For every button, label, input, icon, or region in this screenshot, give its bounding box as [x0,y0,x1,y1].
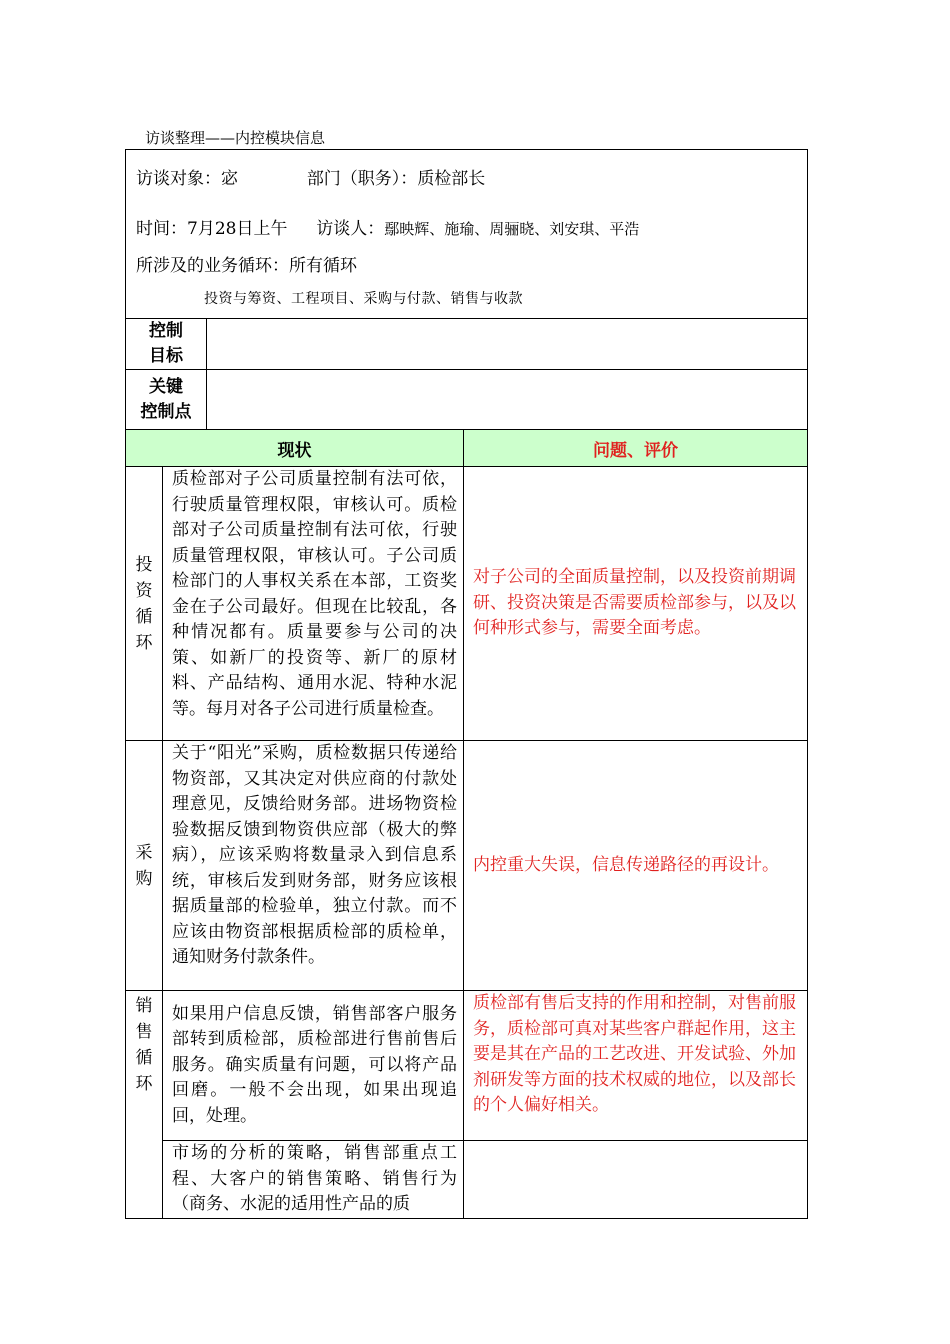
key-control-label: 关键 控制点 [126,370,207,430]
time-label: 时间： [136,219,187,239]
cycles-list: 投资与筹资、工程项目、采购与付款、销售与收款 [204,291,523,307]
header-section [126,150,808,319]
cycle-name: 销 售 循 环 [126,991,163,1219]
interviewer-value: 鄢映辉、施瑜、周骊晓、刘安琪、平浩 [384,220,640,238]
status-text: 如果用户信息反馈，销售部客户服务部转到质检部，质检部进行售前售后服务。确实质量有问题，可以将产品回磨。一般不会出现，如果出现追回，处理。 [163,991,464,1141]
cycle-name: 采 购 [126,741,163,991]
document-title: 访谈整理——内控模块信息 [145,129,326,147]
status-text: 市场的分析的策略，销售部重点工程、大客户的销售策略、销售行为（商务、水泥的适用性产品的质 [163,1141,464,1219]
column-header-issues: 问题、评价 [464,430,808,467]
dept-value: 质检部长 [417,169,486,189]
interviewee-label: 访谈对象： [136,169,221,189]
time-value: 7月28日上午 [187,219,288,239]
cycle-name: 投 资 循 环 [126,467,163,741]
interviewee-line [136,164,485,189]
column-header-status: 现状 [126,430,464,467]
status-text: 关于“阳光”采购，质检数据只传递给物资部，又其决定对供应商的付款处理意见，反馈给财务部。进场物资检验数据反馈到物资供应部（极大的弊病），应该采购将数量录入到信息系统，审核后发到财务部，财务应该根据质量部的检验单，独立付款。而不应该由物资部根据质检部的质检单，通知财务付款条件。 [163,741,464,991]
key-control-value [207,370,808,430]
control-objective-value [207,319,808,370]
issue-text: 内控重大失误，信息传递路径的再设计。 [464,741,808,991]
time-line [136,214,639,239]
issue-text: 质检部有售后支持的作用和控制，对售前服务，质检部可真对某些客户群起作用，这主要是其在产品的工艺改进、开发试验、外加剂研发等方面的技术权威的地位，以及部长的个人偏好相关。 [464,991,808,1141]
table-row [126,467,808,741]
table-row [126,1141,808,1219]
table-row [126,991,808,1141]
interviewee-value: 宓 [221,169,238,189]
interview-table [125,149,808,1219]
dept-label: 部门（职务）： [306,169,418,189]
cycle-line [136,251,357,276]
issue-text [464,1141,808,1219]
issue-text: 对子公司的全面质量控制，以及投资前期调研、投资决策是否需要质检部参与，以及以何种形式参与，需要全面考虑。 [464,467,808,741]
cycle-value: 所有循环 [289,256,357,276]
cycle-label: 所涉及的业务循环： [136,256,289,276]
table-row [126,741,808,991]
status-text: 质检部对子公司质量控制有法可依，行驶质量管理权限，审核认可。质检部对子公司质量控制有法可依，行驶质量管理权限，审核认可。子公司质检部门的人事权关系在本部，工资奖金在子公司最好。但现在比较乱，各种情况都有。质量要参与公司的决策、如新厂的投资等、新厂的原材料、产品结构、通用水泥、特种水泥等。每月对各子公司进行质量检查。 [163,467,464,741]
interviewer-label: 访谈人： [316,219,385,239]
control-objective-label: 控制 目标 [126,319,207,370]
